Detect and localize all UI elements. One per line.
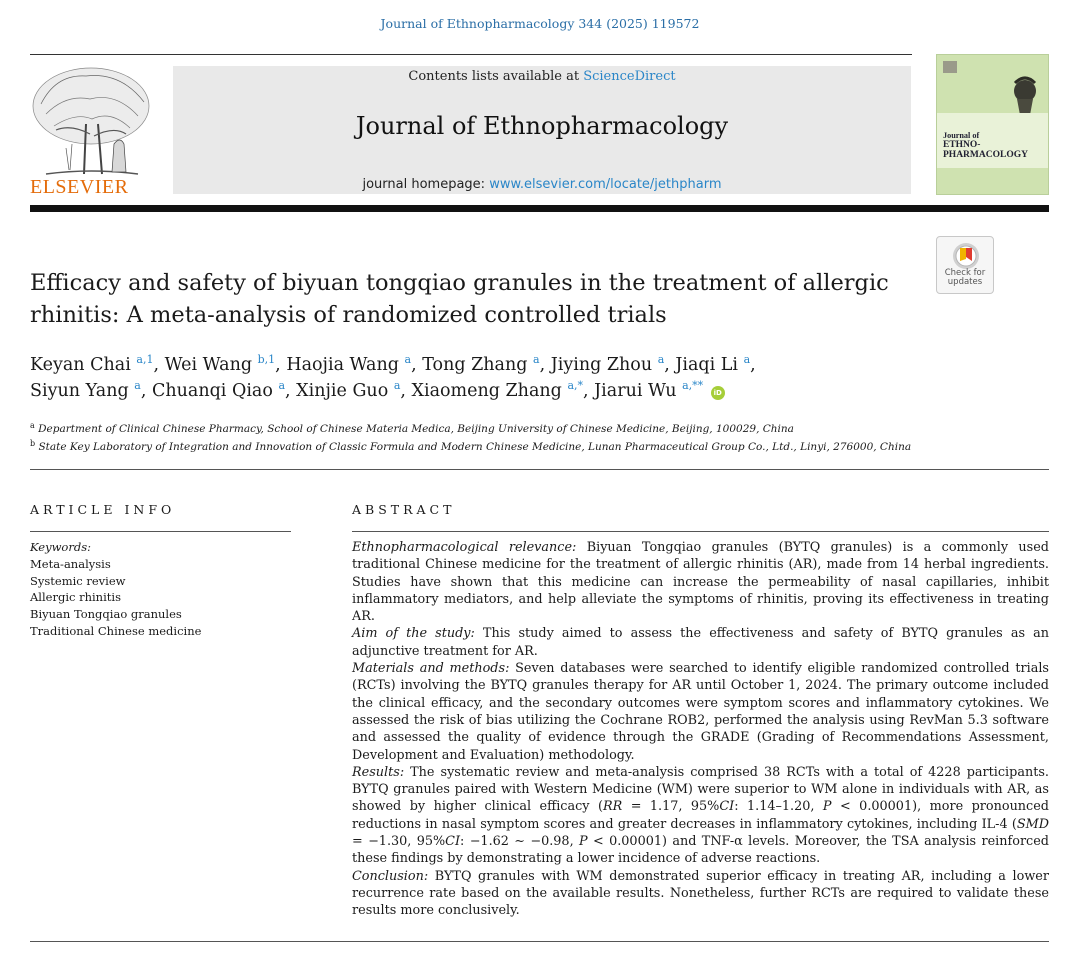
author-line-2: Siyun Yang $^a$, Chuanqi Qiao $^a$, Xinjie Guo $^a$, Xiaomeng Zhang $^{a,*}$, Jiarui Wu $^{a,**}$ iD — [30, 378, 930, 404]
author[interactable]: Chuanqi Qiao $^a$ — [151, 379, 286, 401]
homepage-prefix: journal homepage: — [362, 177, 490, 192]
keyword: Traditional Chinese medicine — [30, 623, 202, 638]
author[interactable]: Xiaomeng Zhang $^{a,*}$ — [411, 379, 584, 401]
author[interactable]: Xinjie Guo $^a$ — [296, 379, 401, 401]
abstract-rule — [352, 531, 1049, 532]
header-rule — [30, 54, 912, 55]
abstract-relevance: Ethnopharmacological relevance: Biyuan Tongqiao granules (BYTQ granules) is a commonly used traditional Chinese medicine for the treatment of allergic rhinitis (AR), made from 14 herbal ingredients. Studies have shown that this medicine can increase the permeability of nasal capillaries, inhibit inflammatory mediators, and help alleviate the symptoms of rhinitis, proving its effectiveness in treating AR. — [352, 540, 1049, 625]
cover-title: Journal of ETHNO- PHARMACOLOGY — [943, 131, 1028, 160]
contents-line — [173, 69, 911, 84]
author[interactable]: Jiaqi Li $^a$ — [675, 353, 751, 375]
abstract-bottom-rule — [30, 941, 1049, 942]
abstract-conclusion: Conclusion: BYTQ granules with WM demonstrated superior efficacy in treating AR, including a lower recurrence rate based on the available results. Nonetheless, further RCTs are required to validate these results more conclusively. — [352, 868, 1049, 919]
keyword: Allergic rhinitis — [30, 590, 121, 605]
abstract-methods: Materials and methods: Seven databases were searched to identify eligible randomized controlled trials (RCTs) involving the BYTQ granules therapy for AR until October 1, 2024. The primary outcome included the clinical efficacy, and the secondary outcomes were symptom scores and inflammatory cytokines. We assessed the risk of bias utilizing the Cochrane ROB2, performed the analysis using RevMan 5.3 software and assessed the quality of evidence through the GRADE (Grading of Recommendations Assessment, Development and Evaluation) methodology. — [352, 661, 1049, 763]
homepage-line — [173, 177, 911, 192]
author[interactable]: Tong Zhang $^a$ — [422, 353, 540, 375]
article-info-rule — [30, 531, 291, 532]
journal-citation[interactable]: Journal of Ethnopharmacology 344 (2025) 119572 — [380, 16, 700, 31]
keywords-block — [30, 539, 290, 640]
author-list — [30, 352, 930, 404]
abstract-heading: ABSTRACT — [352, 502, 456, 517]
author[interactable]: Siyun Yang $^a$ — [30, 379, 141, 401]
check-for-updates-label: Check for updates — [944, 268, 986, 287]
affiliation-a: $^a$ Department of Clinical Chinese Pharmacy, School of Chinese Materia Medica, Beijing University of Chinese Medicine, Beijing, 100029, China — [30, 421, 794, 435]
header-thick-rule — [30, 205, 1049, 212]
section-rule — [30, 469, 1049, 470]
article-title: Efficacy and safety of biyuan tongqiao granules in the treatment of allergic rhinitis: A meta-analysis of randomized controlled trials — [30, 270, 889, 328]
abstract-body — [352, 539, 1049, 920]
elsevier-wordmark[interactable]: ELSEVIER — [30, 176, 129, 198]
author[interactable]: Wei Wang $^{b,1}$ — [164, 353, 276, 375]
author-line-1: Keyan Chai $^{a,1}$, Wei Wang $^{b,1}$, Haojia Wang $^a$, Tong Zhang $^a$, Jiying Zhou $^a$, Jiaqi Li $^a$, — [30, 353, 756, 375]
article-info-heading: ARTICLE INFO — [30, 502, 176, 517]
abstract-results: Results: The systematic review and meta-analysis comprised 38 RCTs with a total of 4228 participants. BYTQ granules paired with Western Medicine (WM) were superior to WM alone in individuals with AR, as showed by higher clinical efficacy (RR = 1.17, 95%CI: 1.14–1.20, P < 0.00001), more pronounced reductions in nasal symptom scores and greater decreases in inflammatory cytokines, including IL-4 (SMD = −1.30, 95%CI: −1.62 ∼ −0.98, P < 0.00001) and TNF-α levels. Moreover, the TSA analysis reinforced these findings by demonstrating a lower incidence of adverse reactions. — [352, 764, 1049, 867]
homepage-link[interactable]: www.elsevier.com/locate/jethpharm — [489, 177, 722, 192]
sciencedirect-link[interactable]: ScienceDirect — [583, 69, 676, 84]
author[interactable]: Keyan Chai $^{a,1}$ — [30, 353, 154, 375]
keyword: Systemic review — [30, 573, 126, 588]
journal-title: Journal of Ethnopharmacology — [355, 112, 729, 140]
abstract-aim: Aim of the study: This study aimed to assess the effectiveness and safety of BYTQ granules as an adjunctive treatment for AR. — [352, 626, 1049, 659]
contents-prefix: Contents lists available at — [408, 69, 584, 84]
author[interactable]: Haojia Wang $^a$ — [286, 353, 412, 375]
journal-cover[interactable] — [936, 54, 1049, 195]
author[interactable]: Jiying Zhou $^a$ — [550, 353, 665, 375]
affiliation-b: $^b$ State Key Laboratory of Integration and Innovation of Classic Formula and Modern Chinese Medicine, Lunan Pharmaceutical Group Co., Ltd., Linyi, 276000, China — [30, 439, 912, 453]
author[interactable]: Jiarui Wu $^{a,**}$ — [594, 379, 704, 401]
keywords-label: Keywords: — [30, 540, 91, 554]
keyword: Meta-analysis — [30, 556, 111, 571]
keyword: Biyuan Tongqiao granules — [30, 607, 182, 622]
orcid-icon[interactable]: iD — [711, 386, 725, 400]
